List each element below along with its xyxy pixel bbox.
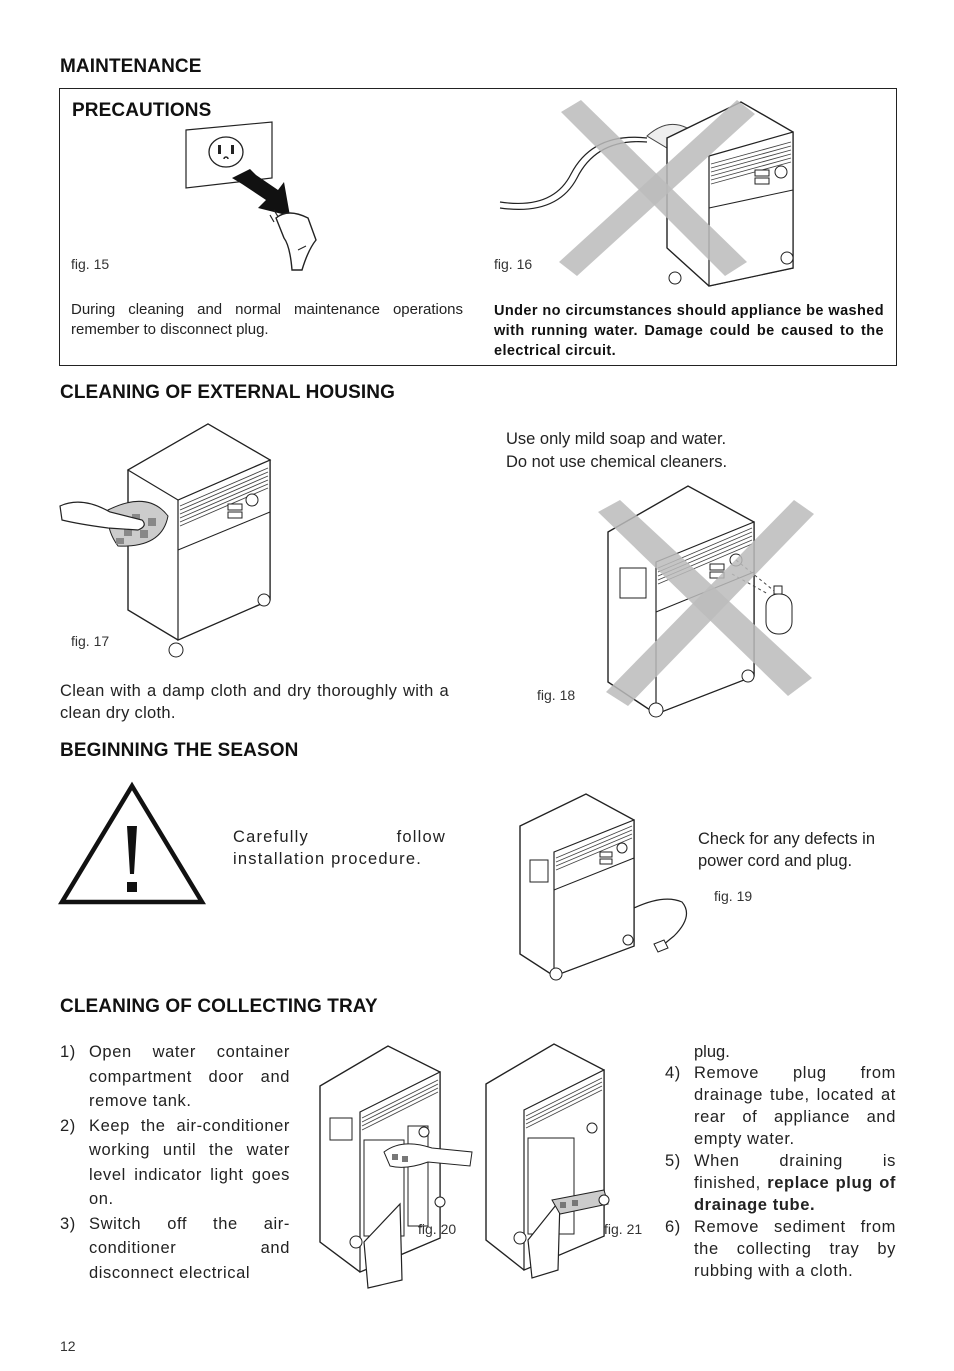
- fig18-label: fig. 18: [537, 687, 576, 703]
- precautions-text-right: Under no circumstances should appliance be washed with running water. Damage could be caused to the electrical circuit.: [494, 303, 884, 359]
- fig17-cloth-cleaning-illustration: [58, 420, 278, 660]
- list-item: [665, 1062, 896, 1150]
- step3-continued: plug.: [694, 1043, 730, 1061]
- precautions-heading: PRECAUTIONS: [72, 100, 212, 121]
- precautions-text-left: During cleaning and normal maintenance operations remember to disconnect plug.: [71, 301, 463, 338]
- fig15-label: fig. 15: [71, 256, 110, 272]
- tray-steps-right: [665, 1062, 896, 1282]
- fig15-unplug-illustration: [180, 120, 330, 285]
- fig16-no-water-illustration: [497, 98, 807, 288]
- soap-line-2: Do not use chemical cleaners.: [506, 453, 728, 471]
- external-housing-heading: CLEANING OF EXTERNAL HOUSING: [60, 382, 395, 403]
- fig20-remove-tank-illustration: [312, 1042, 482, 1292]
- fig18-no-chemicals-illustration: [598, 482, 818, 727]
- step-number: 4): [665, 1064, 681, 1082]
- list-item: [60, 1212, 290, 1286]
- fig20-label: fig. 20: [418, 1221, 457, 1237]
- page-title: MAINTENANCE: [60, 56, 202, 77]
- page-number: 12: [60, 1338, 76, 1354]
- step-text: Remove sediment from the collecting tray by rubbing with a cloth.: [694, 1218, 896, 1280]
- list-item: [665, 1150, 896, 1216]
- check-text: Check for any defects in power cord and plug.: [698, 830, 876, 870]
- step-text: Remove plug from drainage tube, located at rear of appliance and empty water.: [694, 1064, 896, 1148]
- follow-text: Carefully follow installation procedure.: [233, 828, 446, 868]
- tray-heading: CLEANING OF COLLECTING TRAY: [60, 996, 378, 1017]
- step-number: 1): [60, 1043, 76, 1061]
- fig19-label: fig. 19: [714, 888, 753, 904]
- tray-steps-left: [60, 1040, 290, 1285]
- list-item: [60, 1114, 290, 1212]
- step-text: Keep the air-conditioner working until the water level indicator light goes on.: [89, 1116, 290, 1208]
- step-text: Open water container compartment door and remove tank.: [89, 1043, 290, 1110]
- step-text: Switch off the air-conditioner and disconnect electrical: [89, 1214, 290, 1282]
- fig16-label: fig. 16: [494, 256, 533, 272]
- step-number: 2): [60, 1116, 76, 1135]
- step-number: 6): [665, 1218, 681, 1236]
- step-text: When draining is finished,: [694, 1152, 896, 1192]
- soap-line-1: Use only mild soap and water.: [506, 430, 727, 448]
- fig17-label: fig. 17: [71, 633, 110, 649]
- list-item: [665, 1216, 896, 1282]
- fig21-label: fig. 21: [604, 1221, 643, 1237]
- warning-triangle-icon: [58, 782, 206, 906]
- fig19-power-cord-illustration: [514, 790, 694, 982]
- step-number: 5): [665, 1152, 681, 1170]
- step-number: 3): [60, 1214, 76, 1233]
- clean-text: Clean with a damp cloth and dry thoroughly with a clean dry cloth.: [60, 682, 449, 722]
- list-item: [60, 1040, 290, 1114]
- season-heading: BEGINNING THE SEASON: [60, 740, 299, 761]
- step-text-bold: replace plug of drainage tube.: [694, 1174, 896, 1214]
- fig21-clean-tray-illustration: [480, 1040, 650, 1280]
